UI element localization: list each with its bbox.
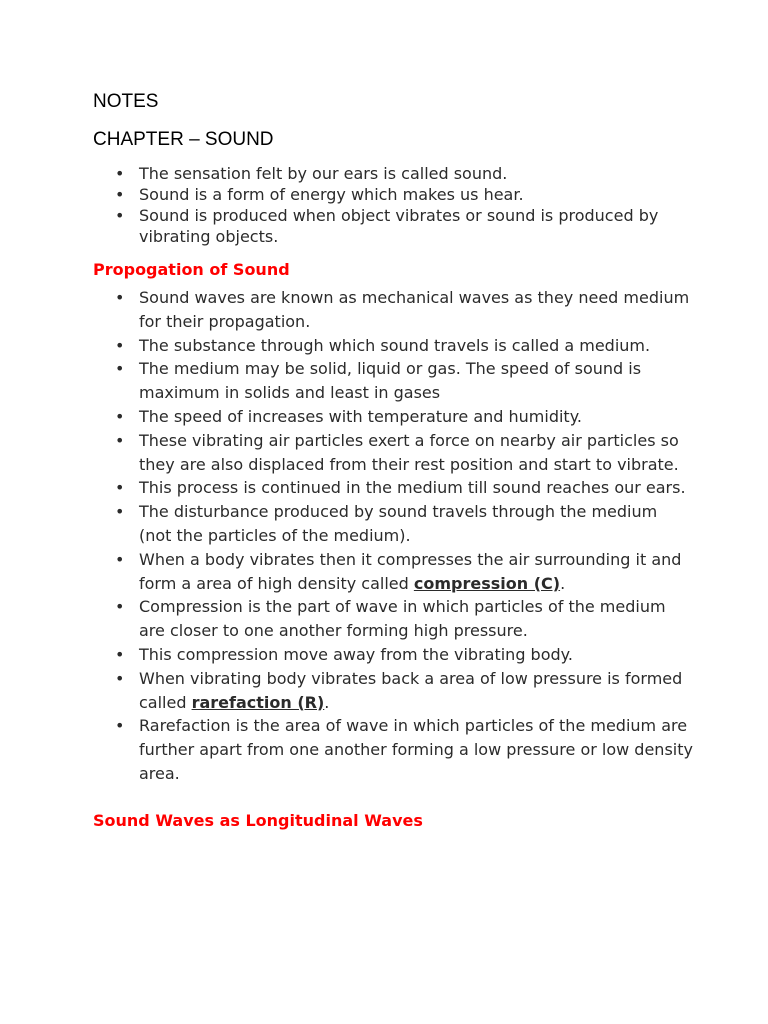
section-heading-longitudinal: Sound Waves as Longitudinal Waves: [93, 810, 423, 830]
list-item: [93, 548, 693, 596]
list-item: [93, 476, 693, 500]
rarefaction-term: rarefaction (R): [191, 692, 325, 712]
list-item-text: Rarefaction is the area of wave in which particles of the medium are further apart from one another forming a low pressure or low density area.: [139, 716, 693, 783]
list-item-text: These vibrating air particles exert a force on nearby air particles so they are also displaced from their rest position and start to vibrate.: [139, 430, 679, 474]
list-item: [93, 334, 693, 358]
list-item-text: Compression is the part of wave in which particles of the medium are closer to one another forming high pressure.: [139, 597, 666, 641]
list-item-text: When vibrating body vibrates back a area of low pressure is formed called: [139, 668, 683, 712]
list-item-text: The substance through which sound travels is called a medium.: [139, 335, 651, 355]
list-item-text: The speed of increases with temperature and humidity.: [139, 406, 582, 426]
list-item-text: The sensation felt by our ears is called sound.: [139, 164, 508, 183]
bullet-icon: •: [115, 716, 125, 736]
list-item-text: Sound is produced when object vibrates or sound is produced by vibrating objects.: [139, 206, 659, 246]
bullet-icon: •: [115, 406, 125, 426]
intro-list: [93, 163, 693, 247]
list-item-text-end: .: [324, 692, 330, 712]
document-page: [93, 88, 693, 832]
list-item: [93, 643, 693, 667]
list-item-text: The disturbance produced by sound travels through the medium (not the particles of the medium).: [139, 502, 658, 545]
list-item: [93, 500, 693, 548]
list-item-text: Sound waves are known as mechanical waves as they need medium for their propagation.: [139, 288, 690, 331]
list-item-text-end: .: [560, 573, 566, 593]
chapter-title: CHAPTER – SOUND: [93, 129, 274, 150]
list-item: [93, 595, 693, 643]
list-item: [93, 357, 693, 405]
list-item-text: This compression move away from the vibrating body.: [139, 644, 573, 664]
list-item: [93, 714, 693, 785]
list-item: [93, 205, 693, 247]
bullet-icon: •: [115, 644, 125, 664]
notes-title: NOTES: [93, 91, 159, 112]
list-item: [93, 667, 693, 715]
compression-term: compression (C): [413, 573, 561, 593]
bullet-icon: •: [115, 359, 125, 379]
list-item: [93, 286, 693, 334]
list-item: [93, 405, 693, 429]
list-item-text: Sound is a form of energy which makes us hear.: [139, 185, 524, 204]
bullet-icon: •: [115, 478, 125, 498]
bullet-icon: •: [115, 206, 125, 225]
bullet-icon: •: [115, 502, 125, 522]
list-item-text: This process is continued in the medium till sound reaches our ears.: [139, 478, 686, 498]
list-item: [93, 184, 693, 205]
list-item-text: The medium may be solid, liquid or gas. The speed of sound is maximum in solids and least in gases: [139, 359, 642, 403]
bullet-icon: •: [115, 288, 125, 307]
bullet-icon: •: [115, 335, 125, 355]
bullet-icon: •: [115, 549, 125, 569]
list-item: [93, 429, 693, 477]
list-item: [93, 163, 693, 184]
propagation-list: [93, 286, 693, 786]
bullet-icon: •: [115, 164, 125, 183]
bullet-icon: •: [115, 597, 125, 617]
list-item-text: When a body vibrates then it compresses the air surrounding it and form a area of high density called: [139, 549, 682, 593]
section-heading-propagation: Propogation of Sound: [93, 260, 290, 279]
bullet-icon: •: [115, 185, 125, 204]
bullet-icon: •: [115, 668, 125, 688]
bullet-icon: •: [115, 430, 125, 450]
